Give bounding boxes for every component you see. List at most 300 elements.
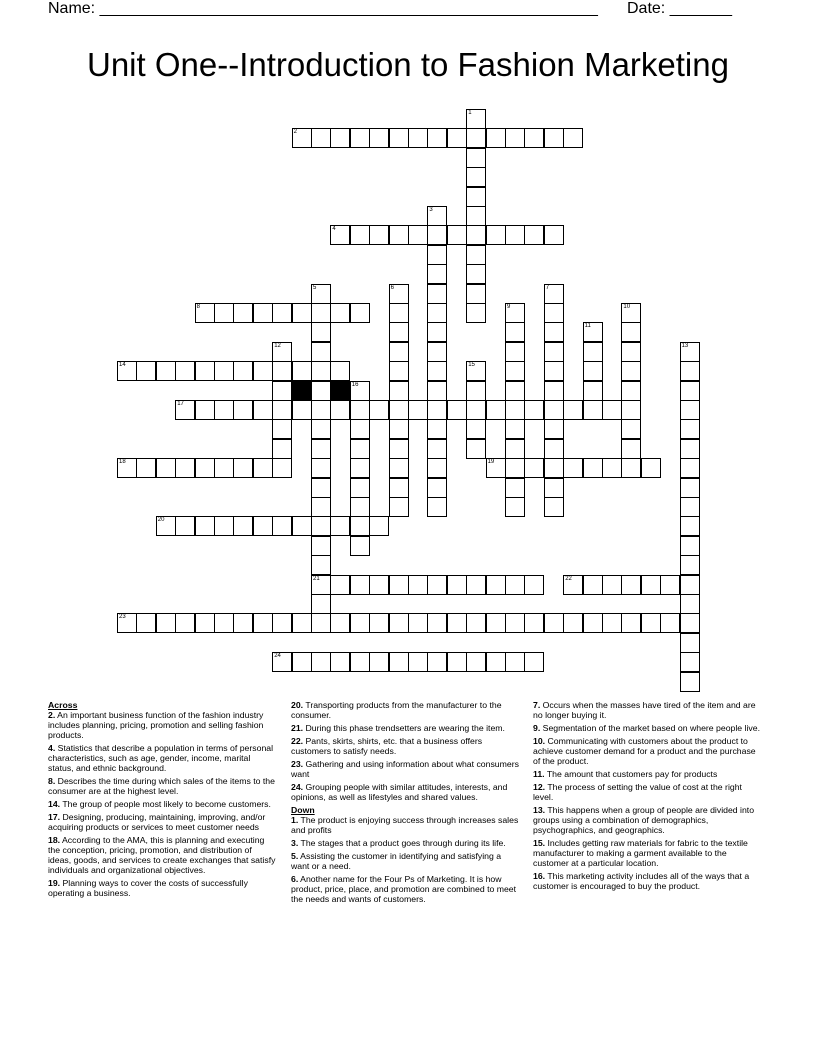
crossword-cell[interactable]: [524, 225, 544, 245]
crossword-cell[interactable]: [447, 225, 467, 245]
crossword-cell[interactable]: [408, 225, 428, 245]
crossword-cell[interactable]: [583, 381, 603, 401]
crossword-cell[interactable]: [389, 400, 409, 420]
across-clue: 24. Grouping people with similar attitudes, interests, and opinions, as well as lifestyles and shared values.: [291, 782, 508, 802]
crossword-cell[interactable]: [233, 400, 253, 420]
crossword-cell[interactable]: [486, 400, 506, 420]
crossword-cell[interactable]: [680, 594, 700, 614]
crossword-cell[interactable]: [427, 478, 447, 498]
crossword-cell[interactable]: [330, 303, 350, 323]
crossword-cell[interactable]: [427, 439, 447, 459]
crossword-cell[interactable]: [214, 458, 234, 478]
crossword-cell[interactable]: [195, 458, 215, 478]
crossword-cell[interactable]: [233, 613, 253, 633]
crossword-cell[interactable]: [369, 225, 389, 245]
crossword-cell[interactable]: [563, 458, 583, 478]
crossword-cell[interactable]: [330, 400, 350, 420]
crossword-cell[interactable]: [253, 613, 273, 633]
crossword-cell[interactable]: [427, 264, 447, 284]
crossword-cell[interactable]: [427, 361, 447, 381]
crossword-cell[interactable]: [311, 555, 331, 575]
down-clue: 7. Occurs when the masses have tired of the item and are no longer buying it.: [533, 700, 756, 720]
clues-column-2: [291, 700, 519, 907]
crossword-cell[interactable]: [408, 575, 428, 595]
crossword-cell[interactable]: [544, 361, 564, 381]
clue-number-label: 24.: [291, 782, 304, 792]
crossword-cell[interactable]: [292, 303, 312, 323]
crossword-cell[interactable]: [427, 575, 447, 595]
crossword-cell[interactable]: [466, 439, 486, 459]
crossword-cell[interactable]: [505, 303, 525, 323]
crossword-cell[interactable]: [466, 264, 486, 284]
crossword-cell[interactable]: [621, 342, 641, 362]
clue-number: 9: [507, 304, 511, 310]
down-clue: 10. Communicating with customers about the product to achieve customer demand for a product and the purchase of the product.: [533, 736, 756, 766]
crossword-cell[interactable]: [311, 303, 331, 323]
crossword-cell[interactable]: [389, 613, 409, 633]
crossword-cell[interactable]: [583, 575, 603, 595]
crossword-cell[interactable]: [292, 652, 312, 672]
crossword-cell[interactable]: [272, 303, 292, 323]
crossword-cell[interactable]: [680, 478, 700, 498]
page-title: Unit One--Introduction to Fashion Marketing: [87, 46, 729, 83]
crossword-cell[interactable]: [544, 322, 564, 342]
crossword-cell[interactable]: [156, 458, 176, 478]
crossword-cell[interactable]: [505, 439, 525, 459]
crossword-cell[interactable]: [447, 400, 467, 420]
clue-number-label: 12.: [533, 782, 546, 792]
crossword-cell[interactable]: [369, 128, 389, 148]
crossword-cell[interactable]: [563, 400, 583, 420]
crossword-cell[interactable]: [680, 652, 700, 672]
crossword-cell[interactable]: [680, 672, 700, 692]
crossword-cell[interactable]: [466, 303, 486, 323]
crossword-cell[interactable]: [195, 303, 215, 323]
crossword-cell[interactable]: [311, 594, 331, 614]
crossword-cell[interactable]: [214, 361, 234, 381]
crossword-cell[interactable]: [136, 361, 156, 381]
crossword-cell[interactable]: [427, 342, 447, 362]
crossword-cell[interactable]: [389, 381, 409, 401]
crossword-cell[interactable]: [505, 361, 525, 381]
crossword-cell[interactable]: [680, 400, 700, 420]
across-clue: 8. Describes the time during which sales of the items to the consumer are at the highest level.: [48, 776, 275, 796]
crossword-cell[interactable]: [389, 478, 409, 498]
crossword-cell[interactable]: [466, 613, 486, 633]
crossword-cell[interactable]: [544, 381, 564, 401]
crossword-cell[interactable]: [505, 400, 525, 420]
crossword-cell[interactable]: [621, 458, 641, 478]
crossword-cell[interactable]: [466, 284, 486, 304]
crossword-cell[interactable]: [505, 652, 525, 672]
crossword-cell[interactable]: [505, 342, 525, 362]
crossword-cell[interactable]: [466, 381, 486, 401]
crossword-cell[interactable]: [524, 400, 544, 420]
crossword-cell[interactable]: [272, 613, 292, 633]
crossword-cell[interactable]: [292, 128, 312, 148]
crossword-cell[interactable]: [524, 575, 544, 595]
crossword-cell[interactable]: [621, 613, 641, 633]
crossword-cell[interactable]: [641, 575, 661, 595]
crossword-cell[interactable]: [292, 516, 312, 536]
crossword-cell[interactable]: [544, 284, 564, 304]
crossword-cell[interactable]: [486, 652, 506, 672]
crossword-cell[interactable]: [389, 458, 409, 478]
crossword-cell[interactable]: [466, 167, 486, 187]
crossword-cell[interactable]: [427, 381, 447, 401]
crossword-cell[interactable]: [214, 516, 234, 536]
crossword-cell[interactable]: [214, 400, 234, 420]
crossword-cell[interactable]: [311, 536, 331, 556]
crossword-cell[interactable]: [156, 516, 176, 536]
crossword-cell[interactable]: [389, 342, 409, 362]
across-heading: Across: [48, 700, 78, 710]
crossword-cell[interactable]: [621, 400, 641, 420]
crossword-cell[interactable]: [466, 245, 486, 265]
crossword-cell[interactable]: [408, 652, 428, 672]
crossword-cell[interactable]: [233, 303, 253, 323]
crossword-cell[interactable]: [253, 400, 273, 420]
crossword-cell[interactable]: [350, 225, 370, 245]
crossword-cell[interactable]: [427, 128, 447, 148]
crossword-cell[interactable]: [427, 245, 447, 265]
clue-number-label: 17.: [48, 812, 61, 822]
crossword-cell[interactable]: [427, 419, 447, 439]
crossword-cell[interactable]: [272, 458, 292, 478]
crossword-cell[interactable]: [544, 225, 564, 245]
crossword-cell[interactable]: [175, 613, 195, 633]
crossword-cell[interactable]: [350, 516, 370, 536]
crossword-cell[interactable]: [369, 613, 389, 633]
crossword-cell[interactable]: [311, 400, 331, 420]
crossword-cell[interactable]: [272, 381, 292, 401]
crossword-cell[interactable]: [136, 458, 156, 478]
clue-number: 15: [468, 362, 475, 369]
crossword-cell[interactable]: [350, 458, 370, 478]
crossword-cell[interactable]: [524, 652, 544, 672]
clue-number: 5: [313, 284, 317, 291]
crossword-cell[interactable]: [486, 225, 506, 245]
crossword-cell[interactable]: [641, 613, 661, 633]
crossword-cell[interactable]: [253, 458, 273, 478]
crossword-cell[interactable]: [427, 225, 447, 245]
crossword-cell[interactable]: [311, 128, 331, 148]
crossword-cell[interactable]: [563, 128, 583, 148]
crossword-block-cell: [330, 381, 350, 401]
crossword-cell[interactable]: [427, 613, 447, 633]
crossword-cell[interactable]: [447, 575, 467, 595]
across-clue: 2. An important business function of the fashion industry includes planning, pricing, promotion and selling fashion products.: [48, 710, 264, 740]
crossword-cell[interactable]: [544, 458, 564, 478]
crossword-cell[interactable]: [427, 206, 447, 226]
crossword-cell[interactable]: [311, 284, 331, 304]
down-clue: 3. The stages that a product goes through during its life.: [291, 838, 506, 848]
crossword-cell[interactable]: [350, 613, 370, 633]
crossword-cell[interactable]: [330, 128, 350, 148]
crossword-cell[interactable]: [563, 613, 583, 633]
crossword-cell[interactable]: [583, 361, 603, 381]
crossword-cell[interactable]: [427, 458, 447, 478]
crossword-cell[interactable]: [486, 458, 506, 478]
crossword-cell[interactable]: [272, 342, 292, 362]
crossword-cell[interactable]: [369, 575, 389, 595]
across-clue: 18. According to the AMA, this is planning and executing the conception, pricing, promotion, and distribution of ideas, goods, and services to create exchanges that satisfy individuals and organizational objectives.: [48, 835, 276, 875]
crossword-cell[interactable]: [602, 613, 622, 633]
crossword-cell[interactable]: [524, 128, 544, 148]
crossword-cell[interactable]: [621, 439, 641, 459]
crossword-cell[interactable]: [505, 225, 525, 245]
crossword-cell[interactable]: [466, 128, 486, 148]
clue-number-label: 11.: [533, 769, 545, 779]
crossword-cell[interactable]: [389, 361, 409, 381]
crossword-cell[interactable]: [330, 225, 350, 245]
crossword-cell[interactable]: [117, 361, 137, 381]
crossword-cell[interactable]: [311, 419, 331, 439]
crossword-cell[interactable]: [544, 439, 564, 459]
crossword-cell[interactable]: [602, 400, 622, 420]
crossword-cell[interactable]: [544, 303, 564, 323]
crossword-cell[interactable]: [544, 478, 564, 498]
crossword-cell[interactable]: [272, 516, 292, 536]
crossword-cell[interactable]: [233, 516, 253, 536]
crossword-cell[interactable]: [233, 458, 253, 478]
crossword-cell[interactable]: [311, 381, 331, 401]
clue-number: 6: [390, 284, 394, 291]
crossword-cell[interactable]: [408, 400, 428, 420]
crossword-cell[interactable]: [330, 652, 350, 672]
crossword-cell[interactable]: [602, 458, 622, 478]
crossword-cell[interactable]: [195, 361, 215, 381]
crossword-cell[interactable]: [621, 419, 641, 439]
crossword-cell[interactable]: [466, 361, 486, 381]
crossword-cell[interactable]: [486, 613, 506, 633]
crossword-cell[interactable]: [369, 400, 389, 420]
crossword-cell[interactable]: [292, 361, 312, 381]
crossword-cell[interactable]: [389, 303, 409, 323]
crossword-cell[interactable]: [350, 128, 370, 148]
crossword-cell[interactable]: [427, 400, 447, 420]
crossword-cell[interactable]: [214, 303, 234, 323]
crossword-cell[interactable]: [660, 575, 680, 595]
crossword-cell[interactable]: [175, 458, 195, 478]
crossword-cell[interactable]: [486, 128, 506, 148]
crossword-cell[interactable]: [311, 516, 331, 536]
crossword-cell[interactable]: [175, 400, 195, 420]
crossword-cell[interactable]: [389, 128, 409, 148]
crossword-cell[interactable]: [350, 439, 370, 459]
crossword-cell[interactable]: [253, 303, 273, 323]
clue-number: 11: [584, 323, 591, 330]
crossword-cell[interactable]: [505, 458, 525, 478]
crossword-cell[interactable]: [680, 342, 700, 362]
crossword-cell[interactable]: [311, 322, 331, 342]
crossword-cell[interactable]: [583, 400, 603, 420]
crossword-cell[interactable]: [544, 613, 564, 633]
crossword-cell[interactable]: [641, 458, 661, 478]
crossword-cell[interactable]: [311, 613, 331, 633]
down-clue: 1. The product is enjoying success through increases sales and profits: [291, 815, 519, 835]
crossword-cell[interactable]: [389, 575, 409, 595]
crossword-cell[interactable]: [505, 128, 525, 148]
crossword-cell[interactable]: [272, 652, 292, 672]
clue-number-label: 6.: [291, 874, 299, 884]
crossword-cell[interactable]: [621, 575, 641, 595]
crossword-cell[interactable]: [447, 652, 467, 672]
crossword-cell[interactable]: [311, 478, 331, 498]
crossword-cell[interactable]: [389, 419, 409, 439]
crossword-cell[interactable]: [389, 497, 409, 517]
crossword-cell[interactable]: [486, 575, 506, 595]
crossword-cell[interactable]: [389, 225, 409, 245]
crossword-cell[interactable]: [563, 575, 583, 595]
crossword-cell[interactable]: [369, 652, 389, 672]
crossword-cell[interactable]: [505, 497, 525, 517]
crossword-cell[interactable]: [214, 613, 234, 633]
crossword-cell[interactable]: [680, 497, 700, 517]
crossword-cell[interactable]: [330, 361, 350, 381]
crossword-cell[interactable]: [621, 361, 641, 381]
crossword-cell[interactable]: [680, 419, 700, 439]
crossword-cell[interactable]: [389, 439, 409, 459]
crossword-cell[interactable]: [544, 342, 564, 362]
crossword-cell[interactable]: [330, 613, 350, 633]
crossword-cell[interactable]: [680, 613, 700, 633]
crossword-cell[interactable]: [505, 575, 525, 595]
crossword-cell[interactable]: [447, 128, 467, 148]
crossword-cell[interactable]: [292, 400, 312, 420]
crossword-cell[interactable]: [544, 419, 564, 439]
crossword-cell[interactable]: [466, 109, 486, 129]
crossword-cell[interactable]: [195, 613, 215, 633]
crossword-cell[interactable]: [466, 419, 486, 439]
crossword-cell[interactable]: [389, 284, 409, 304]
crossword-cell[interactable]: [311, 652, 331, 672]
crossword-cell[interactable]: [544, 400, 564, 420]
crossword-cell[interactable]: [253, 516, 273, 536]
crossword-cell[interactable]: [524, 458, 544, 478]
crossword-cell[interactable]: [427, 652, 447, 672]
crossword-cell[interactable]: [350, 478, 370, 498]
clues-column-3: [533, 700, 763, 894]
crossword-cell[interactable]: [330, 516, 350, 536]
crossword-cell[interactable]: [272, 419, 292, 439]
crossword-cell[interactable]: [505, 322, 525, 342]
crossword-cell[interactable]: [680, 361, 700, 381]
crossword-cell[interactable]: [311, 361, 331, 381]
crossword-cell[interactable]: [233, 361, 253, 381]
crossword-cell[interactable]: [466, 187, 486, 207]
crossword-cell[interactable]: [583, 342, 603, 362]
name-field-label: Name: ________________________________________________________: [48, 0, 598, 17]
crossword-cell[interactable]: [505, 381, 525, 401]
crossword-cell[interactable]: [272, 400, 292, 420]
crossword-cell[interactable]: [544, 497, 564, 517]
crossword-cell[interactable]: [466, 148, 486, 168]
crossword-cell[interactable]: [389, 322, 409, 342]
crossword-cell[interactable]: [369, 516, 389, 536]
crossword-cell[interactable]: [175, 361, 195, 381]
crossword-cell[interactable]: [524, 613, 544, 633]
crossword-cell[interactable]: [350, 381, 370, 401]
crossword-cell[interactable]: [330, 575, 350, 595]
crossword-cell[interactable]: [350, 575, 370, 595]
clue-number: 23: [119, 614, 126, 621]
crossword-cell[interactable]: [621, 381, 641, 401]
crossword-cell[interactable]: [311, 575, 331, 595]
crossword-cell[interactable]: [350, 652, 370, 672]
crossword-cell[interactable]: [350, 303, 370, 323]
crossword-cell[interactable]: [583, 613, 603, 633]
crossword-cell[interactable]: [466, 575, 486, 595]
crossword-cell[interactable]: [466, 652, 486, 672]
crossword-cell[interactable]: [466, 225, 486, 245]
across-clue: 21. During this phase trendsetters are wearing the item.: [291, 723, 505, 733]
crossword-cell[interactable]: [311, 342, 331, 362]
crossword-cell[interactable]: [350, 400, 370, 420]
crossword-cell[interactable]: [292, 613, 312, 633]
crossword-cell[interactable]: [136, 613, 156, 633]
crossword-cell[interactable]: [195, 400, 215, 420]
crossword-cell[interactable]: [195, 516, 215, 536]
crossword-cell[interactable]: [680, 439, 700, 459]
crossword-cell[interactable]: [680, 536, 700, 556]
crossword-cell[interactable]: [175, 516, 195, 536]
crossword-cell[interactable]: [311, 497, 331, 517]
crossword-cell[interactable]: [466, 400, 486, 420]
crossword-cell[interactable]: [350, 497, 370, 517]
crossword-cell[interactable]: [680, 555, 700, 575]
crossword-cell[interactable]: [680, 381, 700, 401]
crossword-cell[interactable]: [427, 284, 447, 304]
crossword-cell[interactable]: [156, 361, 176, 381]
crossword-cell[interactable]: [660, 613, 680, 633]
crossword-cell[interactable]: [350, 536, 370, 556]
crossword-cell[interactable]: [466, 206, 486, 226]
crossword-cell[interactable]: [447, 613, 467, 633]
crossword-cell[interactable]: [621, 303, 641, 323]
crossword-cell[interactable]: [272, 361, 292, 381]
clue-number: 10: [623, 304, 631, 310]
crossword-cell[interactable]: [583, 458, 603, 478]
crossword-cell[interactable]: [505, 613, 525, 633]
crossword-cell[interactable]: [505, 478, 525, 498]
crossword-cell[interactable]: [427, 497, 447, 517]
crossword-cell[interactable]: [544, 128, 564, 148]
crossword-cell[interactable]: [427, 322, 447, 342]
crossword-cell[interactable]: [680, 633, 700, 653]
crossword-cell[interactable]: [350, 419, 370, 439]
crossword-cell[interactable]: [408, 128, 428, 148]
crossword-cell[interactable]: [311, 439, 331, 459]
crossword-cell[interactable]: [427, 303, 447, 323]
crossword-cell[interactable]: [389, 652, 409, 672]
crossword-cell[interactable]: [583, 322, 603, 342]
crossword-cell[interactable]: [680, 458, 700, 478]
crossword-cell[interactable]: [253, 361, 273, 381]
crossword-cell[interactable]: [408, 613, 428, 633]
crossword-cell[interactable]: [311, 458, 331, 478]
crossword-cell[interactable]: [621, 322, 641, 342]
crossword-cell[interactable]: [680, 516, 700, 536]
crossword-cell[interactable]: [272, 439, 292, 459]
crossword-cell[interactable]: [602, 575, 622, 595]
crossword-cell[interactable]: [680, 575, 700, 595]
crossword-cell[interactable]: [505, 419, 525, 439]
crossword-cell[interactable]: [156, 613, 176, 633]
crossword-cell[interactable]: [117, 613, 137, 633]
crossword-cell[interactable]: [117, 458, 137, 478]
across-clue: 17. Designing, producing, maintaining, improving, and/or acquiring products or services to meet customer needs: [48, 812, 266, 832]
